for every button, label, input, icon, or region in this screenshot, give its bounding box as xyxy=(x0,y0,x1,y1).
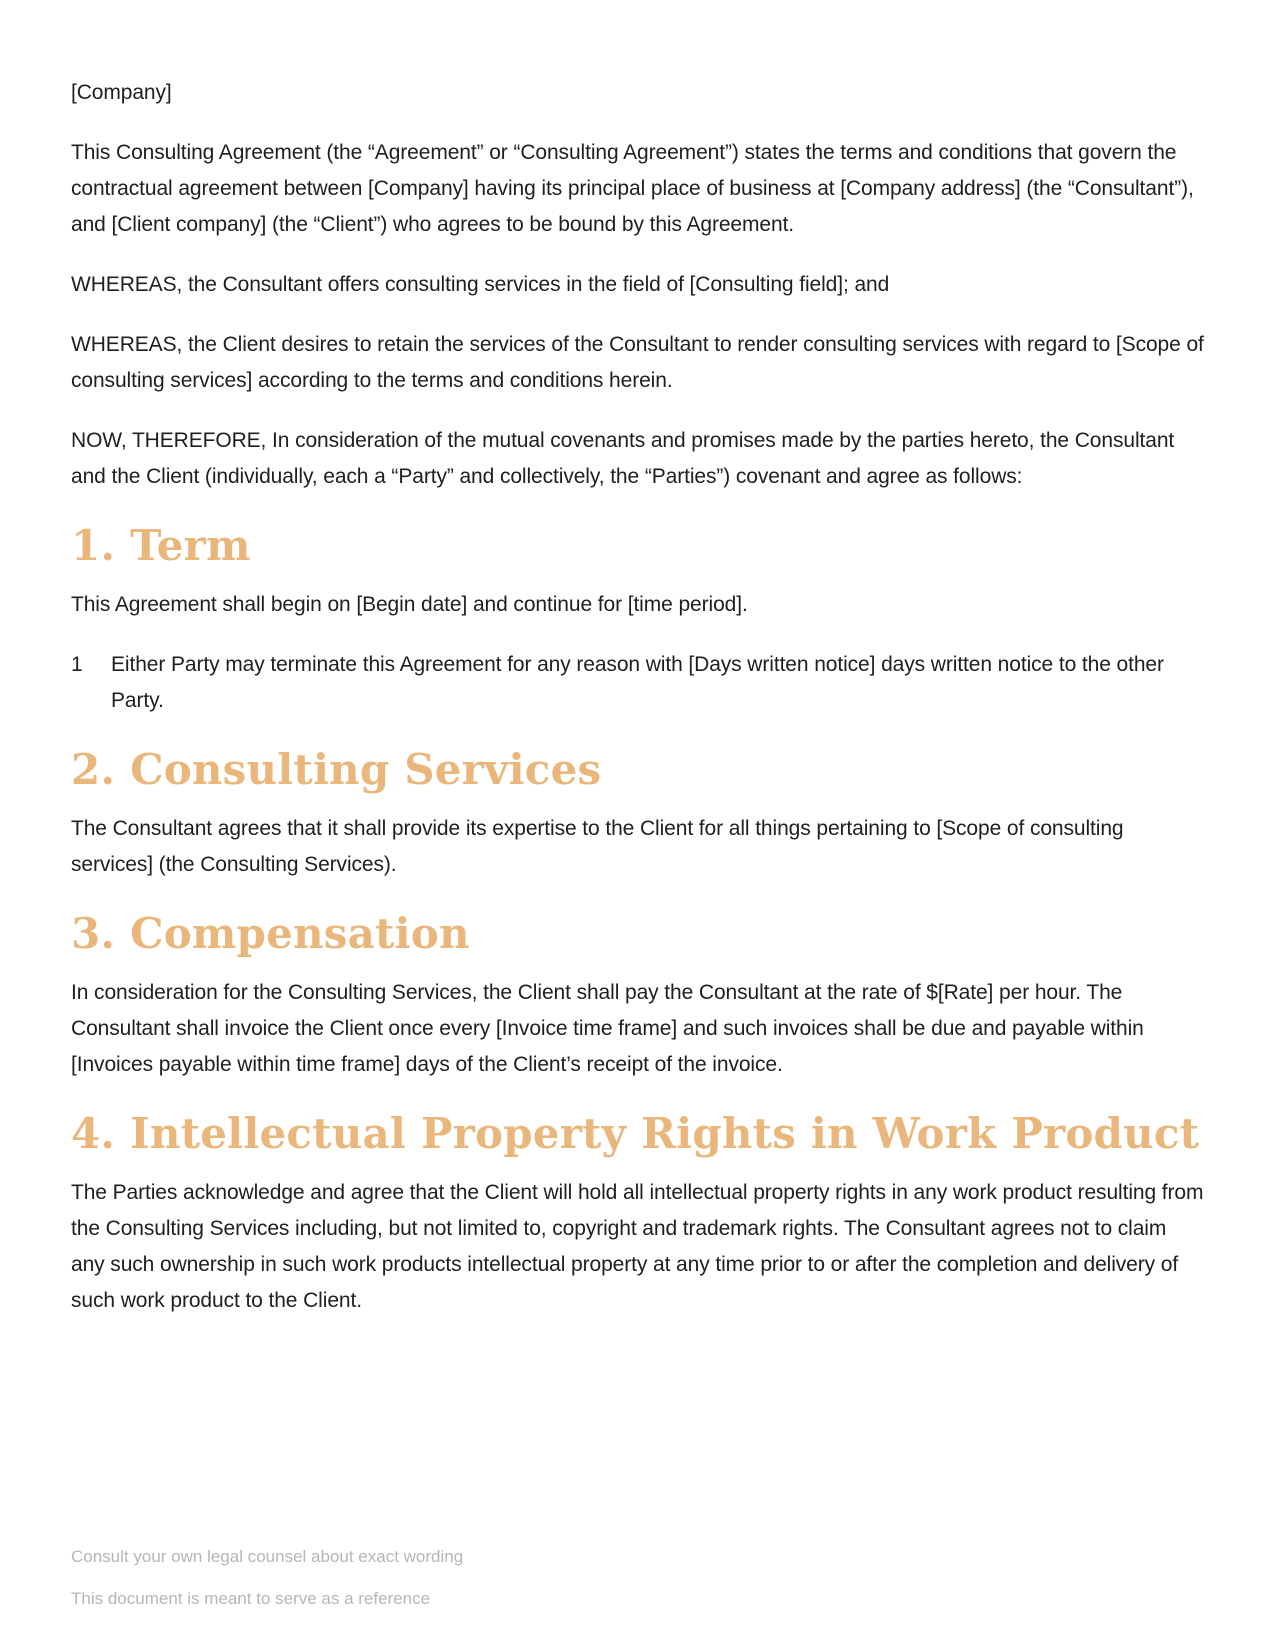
company-placeholder: [Company] xyxy=(71,81,172,104)
whereas-consultant-clause: WHEREAS, the Consultant offers consulting services in the field of [Consulting field]; and xyxy=(71,273,890,296)
ip-rights-paragraph: The Parties acknowledge and agree that the Client will hold all intellectual property rights in any work product resulting from the Consulting Services including, but not limited to, copyright and trademark rights. The Consultant agrees not to claim any such ownership in such work products intellectual property at any time prior to or after the completion and delivery of such work product to the Client. xyxy=(71,1181,1204,1312)
term-paragraph: This Agreement shall begin on [Begin date] and continue for [time period]. xyxy=(71,593,748,616)
footer-line-2: This document is meant to serve as a reference xyxy=(71,1589,431,1608)
section-heading-term: 1. Term xyxy=(71,521,251,570)
intro-paragraph: This Consulting Agreement (the “Agreement” or “Consulting Agreement”) states the terms and conditions that govern the contractual agreement between [Company] having its principal place of business at [Company address] (the “Consultant”), and [Client company] (the “Client”) who agrees to be bound by this Agreement. xyxy=(71,141,1194,236)
section-heading-compensation: 3. Compensation xyxy=(71,909,470,958)
list-item xyxy=(71,647,1205,719)
term-numbered-list xyxy=(71,647,1205,719)
section-heading-ip-rights: 4. Intellectual Property Rights in Work Product xyxy=(71,1109,1200,1158)
footer-line-1: Consult your own legal counsel about exact wording xyxy=(71,1547,464,1566)
footer-disclaimer xyxy=(71,1536,463,1620)
consulting-services-paragraph: The Consultant agrees that it shall provide its expertise to the Client for all things pertaining to [Scope of consulting services] (the Consulting Services). xyxy=(71,817,1124,876)
whereas-client-clause: WHEREAS, the Client desires to retain the services of the Consultant to render consulting services with regard to [Scope of consulting services] according to the terms and conditions herein. xyxy=(71,333,1204,392)
compensation-paragraph: In consideration for the Consulting Services, the Client shall pay the Consultant at the rate of $[Rate] per hour. The Consultant shall invoice the Client once every [Invoice time frame] and such invoices shall be due and payable within [Invoices payable within time frame] days of the Client’s receipt of the invoice. xyxy=(71,981,1144,1076)
section-heading-consulting-services: 2. Consulting Services xyxy=(71,745,602,794)
now-therefore-clause: NOW, THEREFORE, In consideration of the mutual covenants and promises made by the parties hereto, the Consultant and the Client (individually, each a “Party” and collectively, the “Parties”) covenant and agree as follows: xyxy=(71,429,1175,488)
list-item-text: Either Party may terminate this Agreement for any reason with [Days written notice] days written notice to the other Party. xyxy=(111,653,1164,712)
list-item-number: 1 xyxy=(71,653,83,676)
